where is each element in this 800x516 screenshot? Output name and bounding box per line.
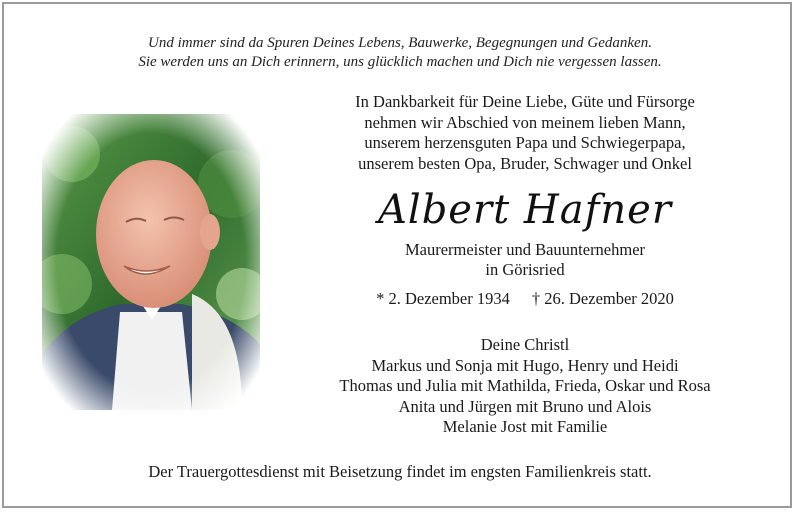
deceased-details — [300, 240, 750, 280]
intro-line-3: unserem herzensguten Papa und Schwiegerpapa, — [364, 133, 686, 152]
place: in Görisried — [485, 260, 565, 279]
intro-line-2: nehmen wir Abschied von meinem lieben Mann, — [364, 112, 686, 132]
life-dates — [300, 289, 750, 309]
mourner-line-1: Deine Christl — [480, 335, 570, 354]
intro-line-1: In Dankbarkeit für Deine Liebe, Güte und Fürsorge — [355, 92, 695, 111]
profession: Maurermeister und Bauunternehmer — [404, 240, 646, 259]
mourners-list — [300, 335, 750, 438]
mourner-line-3: Thomas und Julia mit Mathilda, Frieda, Oskar und Rosa — [339, 376, 711, 395]
intro-text — [300, 92, 750, 174]
death-date: † 26. Dezember 2020 — [531, 289, 674, 308]
intro-line-4: unserem besten Opa, Bruder, Schwager und Onkel — [358, 153, 692, 173]
motto — [0, 34, 800, 72]
mourner-line-4: Anita und Jürgen mit Bruno und Alois — [398, 396, 652, 416]
motto-line-2: Sie werden uns an Dich erinnern, uns glücklich machen und Dich nie vergessen lassen. — [138, 54, 662, 70]
deceased-name: Albert Hafner — [378, 187, 672, 233]
motto-line-1: Und immer sind da Spuren Deines Lebens, Bauwerke, Begegnungen und Gedanken. — [148, 35, 652, 51]
portrait-photo — [42, 114, 260, 410]
service-note: Der Trauergottesdienst mit Beisetzung findet im engsten Familienkreis statt. — [148, 462, 652, 481]
mourner-line-5: Melanie Jost mit Familie — [442, 417, 608, 436]
birth-date: * 2. Dezember 1934 — [376, 289, 510, 308]
mourner-line-2: Markus und Sonja mit Hugo, Henry und Heidi — [371, 355, 679, 375]
